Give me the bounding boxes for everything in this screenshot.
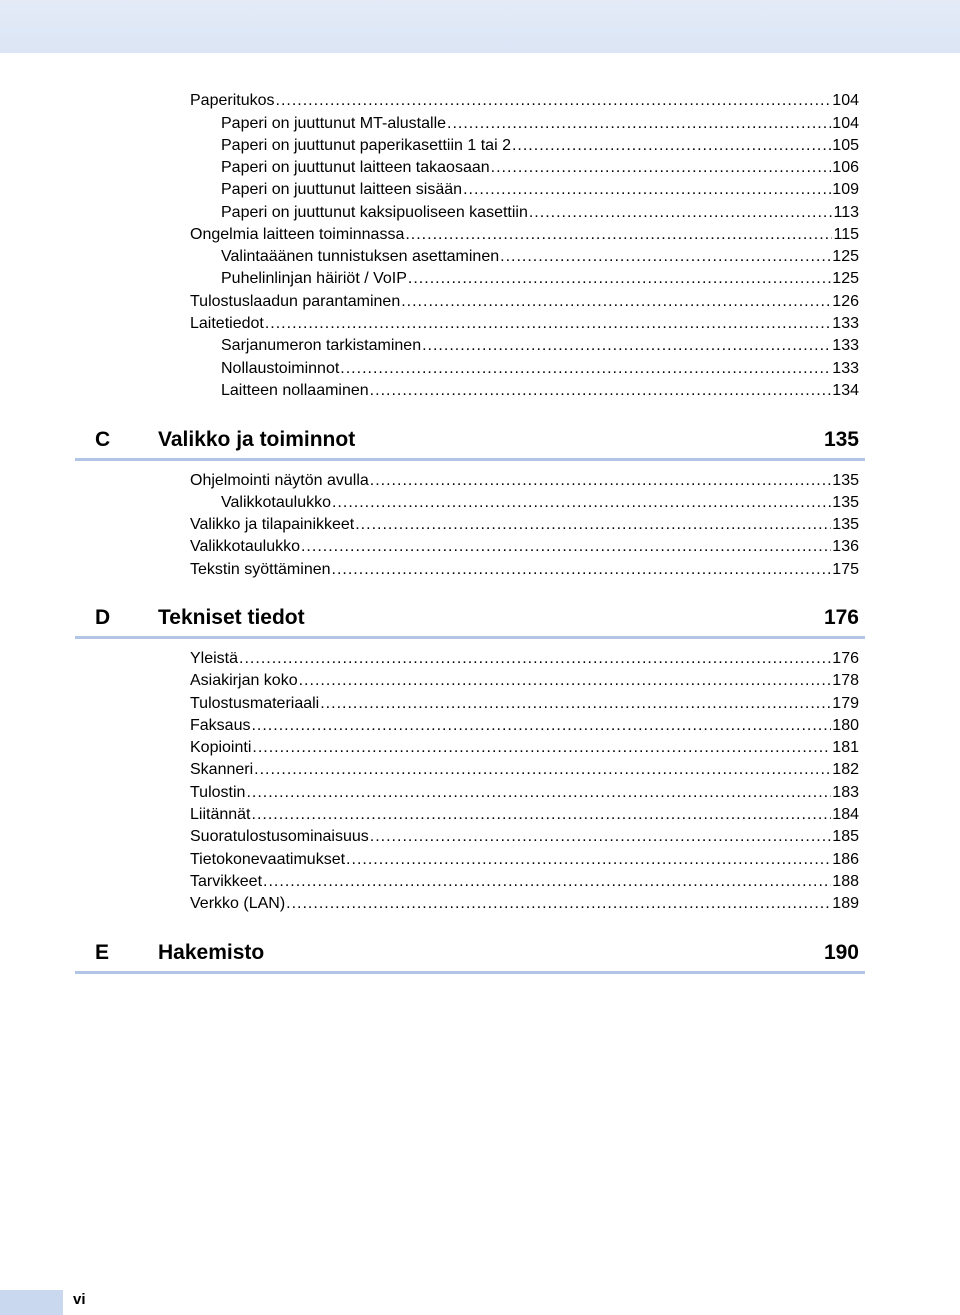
toc-entry-page: 188 bbox=[832, 873, 859, 890]
chapter-page: 176 bbox=[823, 606, 859, 629]
toc-entry-page: 133 bbox=[832, 337, 859, 354]
dot-leader bbox=[252, 737, 831, 759]
dot-leader bbox=[254, 759, 831, 781]
page-number: vi bbox=[73, 1291, 86, 1308]
toc-entry-title: Paperi on juuttunut MT-alustalle bbox=[221, 115, 447, 132]
dot-leader bbox=[239, 648, 831, 670]
toc-entry-title: Sarjanumeron tarkistaminen bbox=[221, 337, 422, 354]
toc-entry[interactable] bbox=[190, 90, 859, 112]
toc-entry-title: Paperi on juuttunut paperikasettiin 1 tai 2 bbox=[221, 137, 511, 154]
toc-entry[interactable] bbox=[221, 492, 859, 514]
dot-leader bbox=[512, 135, 831, 157]
toc-entry-title: Faksaus bbox=[190, 717, 251, 734]
dot-leader bbox=[251, 715, 831, 737]
toc-entry-page: 175 bbox=[832, 561, 859, 578]
toc-entry[interactable] bbox=[190, 871, 859, 893]
toc-entry[interactable] bbox=[190, 670, 859, 692]
dot-leader bbox=[340, 358, 831, 380]
dot-leader bbox=[405, 224, 832, 246]
toc-entry[interactable] bbox=[221, 246, 859, 268]
chapter-title: Valikko ja toiminnot bbox=[158, 428, 356, 451]
toc-entry[interactable] bbox=[190, 715, 859, 737]
toc-entry[interactable] bbox=[190, 849, 859, 871]
toc-entry-page: 180 bbox=[832, 717, 859, 734]
toc-entry-title: Tulostin bbox=[190, 784, 246, 801]
toc-entry-title: Tietokonevaatimukset bbox=[190, 851, 346, 868]
dot-leader bbox=[332, 492, 831, 514]
toc-entry[interactable] bbox=[190, 826, 859, 848]
toc-entry-page: 125 bbox=[832, 248, 859, 265]
dot-leader bbox=[370, 826, 832, 848]
toc-entry-page: 133 bbox=[832, 360, 859, 377]
dot-leader bbox=[370, 380, 832, 402]
toc-entry-title: Tarvikkeet bbox=[190, 873, 263, 890]
toc-entry-title: Valikkotaulukko bbox=[221, 494, 331, 511]
toc-entry[interactable] bbox=[190, 737, 859, 759]
dot-leader bbox=[246, 782, 831, 804]
toc-entry-title: Laitetiedot bbox=[190, 315, 264, 332]
toc-entry-title: Laitteen nollaaminen bbox=[221, 382, 369, 399]
chapter-title: Tekniset tiedot bbox=[158, 606, 305, 629]
toc-entry-title: Tulostusmateriaali bbox=[190, 695, 320, 712]
dot-leader bbox=[422, 335, 831, 357]
chapter-page: 135 bbox=[823, 428, 859, 451]
toc-entry-page: 181 bbox=[832, 739, 859, 756]
dot-leader bbox=[299, 670, 832, 692]
toc-entry[interactable] bbox=[190, 470, 859, 492]
toc-entry[interactable] bbox=[221, 380, 859, 402]
toc-entry[interactable] bbox=[221, 113, 859, 135]
toc-entry-title: Verkko (LAN) bbox=[190, 895, 286, 912]
chapter-page: 190 bbox=[823, 941, 859, 964]
toc-entry[interactable] bbox=[190, 536, 859, 558]
toc-entry-page: 178 bbox=[832, 672, 859, 689]
chapter-title: Hakemisto bbox=[158, 941, 265, 964]
toc-entry-page: 182 bbox=[832, 761, 859, 778]
toc-entry-page: 185 bbox=[832, 828, 859, 845]
toc-entry[interactable] bbox=[190, 514, 859, 536]
toc-entry-page: 135 bbox=[832, 472, 859, 489]
dot-leader bbox=[447, 113, 831, 135]
toc-entry-page: 113 bbox=[833, 204, 859, 221]
toc-entry-page: 189 bbox=[832, 895, 859, 912]
toc-entry[interactable] bbox=[190, 559, 859, 581]
dot-leader bbox=[346, 849, 831, 871]
toc-entry-title: Ohjelmointi näytön avulla bbox=[190, 472, 369, 489]
dot-leader bbox=[276, 90, 832, 112]
chapter-heading-c[interactable] bbox=[75, 424, 865, 461]
dot-leader bbox=[355, 514, 831, 536]
dot-leader bbox=[370, 470, 832, 492]
dot-leader bbox=[252, 804, 832, 826]
chapter-letter: C bbox=[95, 428, 111, 451]
toc-entry-title: Puhelinlinjan häiriöt / VoIP bbox=[221, 270, 407, 287]
toc-entry-title: Ongelmia laitteen toiminnassa bbox=[190, 226, 405, 243]
toc-entry-page: 105 bbox=[832, 137, 859, 154]
toc-entry-page: 186 bbox=[832, 851, 859, 868]
top-header-band bbox=[0, 0, 960, 53]
dot-leader bbox=[463, 179, 831, 201]
toc-entry-page: 104 bbox=[832, 92, 859, 109]
toc-entry[interactable] bbox=[190, 804, 859, 826]
toc-entry[interactable] bbox=[190, 291, 859, 313]
toc-entry-page: 109 bbox=[832, 181, 859, 198]
toc-entry-page: 115 bbox=[833, 226, 859, 243]
chapter-heading-e[interactable] bbox=[75, 937, 865, 974]
toc-entry-page: 184 bbox=[832, 806, 859, 823]
toc-entry-title: Paperi on juuttunut kaksipuoliseen kasettiin bbox=[221, 204, 528, 221]
page-tab-marker bbox=[0, 1290, 63, 1315]
toc-entry-title: Liitännät bbox=[190, 806, 251, 823]
toc-entry-title: Tekstin syöttäminen bbox=[190, 561, 331, 578]
dot-leader bbox=[301, 536, 831, 558]
toc-entry[interactable] bbox=[190, 313, 859, 335]
toc-entry-title: Kopiointi bbox=[190, 739, 252, 756]
toc-entry[interactable] bbox=[221, 335, 859, 357]
toc-entry-page: 104 bbox=[832, 115, 859, 132]
toc-entry-title: Valintaäänen tunnistuksen asettaminen bbox=[221, 248, 500, 265]
toc-entry[interactable] bbox=[190, 693, 859, 715]
toc-entry[interactable] bbox=[221, 358, 859, 380]
toc-entry-page: 135 bbox=[832, 516, 859, 533]
toc-entry-page: 176 bbox=[832, 650, 859, 667]
dot-leader bbox=[263, 871, 831, 893]
toc-entry[interactable] bbox=[190, 782, 859, 804]
toc-entry[interactable] bbox=[190, 893, 859, 915]
dot-leader bbox=[320, 693, 831, 715]
dot-leader bbox=[265, 313, 831, 335]
toc-entry-title: Yleistä bbox=[190, 650, 239, 667]
toc-entry[interactable] bbox=[221, 202, 859, 224]
dot-leader bbox=[500, 246, 831, 268]
dot-leader bbox=[332, 559, 832, 581]
toc-entry[interactable] bbox=[190, 759, 859, 781]
toc-entry-title: Paperi on juuttunut laitteen sisään bbox=[221, 181, 463, 198]
dot-leader bbox=[529, 202, 833, 224]
toc-entry-title: Valikkotaulukko bbox=[190, 538, 300, 555]
toc-entry-page: 133 bbox=[832, 315, 859, 332]
dot-leader bbox=[491, 157, 832, 179]
toc-entry[interactable] bbox=[221, 268, 859, 290]
toc-entry[interactable] bbox=[221, 179, 859, 201]
chapter-letter: D bbox=[95, 606, 111, 629]
chapter-heading-d[interactable] bbox=[75, 602, 865, 639]
dot-leader bbox=[286, 893, 831, 915]
toc-entry-title: Nollaustoiminnot bbox=[221, 360, 340, 377]
toc-entry-page: 183 bbox=[832, 784, 859, 801]
toc-entry[interactable] bbox=[190, 224, 859, 246]
toc-entry-title: Paperitukos bbox=[190, 92, 275, 109]
toc-entry[interactable] bbox=[221, 157, 859, 179]
toc-entry-page: 179 bbox=[832, 695, 859, 712]
toc-entry-title: Asiakirjan koko bbox=[190, 672, 298, 689]
toc-entry-title: Suoratulostusominaisuus bbox=[190, 828, 369, 845]
toc-entry-title: Valikko ja tilapainikkeet bbox=[190, 516, 355, 533]
toc-entry[interactable] bbox=[190, 648, 859, 670]
toc-entry-title: Tulostuslaadun parantaminen bbox=[190, 293, 401, 310]
toc-entry-page: 125 bbox=[832, 270, 859, 287]
toc-entry-page: 136 bbox=[832, 538, 859, 555]
toc-entry-title: Paperi on juuttunut laitteen takaosaan bbox=[221, 159, 490, 176]
dot-leader bbox=[408, 268, 831, 290]
toc-entry-page: 126 bbox=[832, 293, 859, 310]
toc-entry-title: Skanneri bbox=[190, 761, 254, 778]
toc-entry-page: 134 bbox=[832, 382, 859, 399]
chapter-letter: E bbox=[95, 941, 110, 964]
toc-entry[interactable] bbox=[221, 135, 859, 157]
toc-entry-page: 106 bbox=[832, 159, 859, 176]
toc-entry-page: 135 bbox=[832, 494, 859, 511]
dot-leader bbox=[401, 291, 831, 313]
